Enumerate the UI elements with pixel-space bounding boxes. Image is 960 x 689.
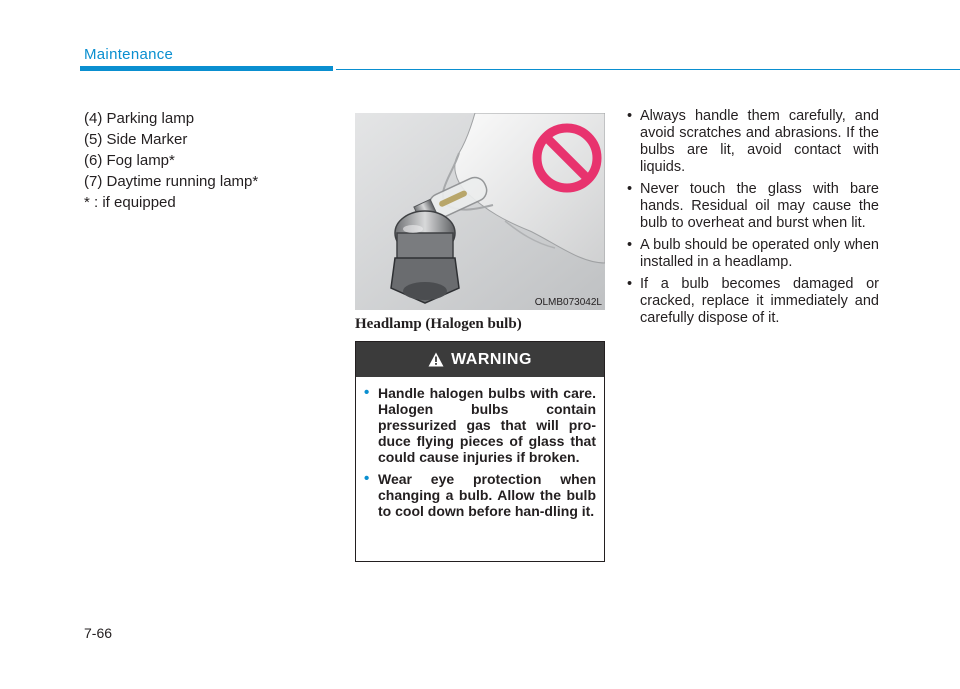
warning-item-text: Wear eye protection when changing a bulb. Allow the bulb to cool down before han-dling it. [378, 471, 596, 519]
list-item: (6) Fog lamp* [84, 152, 175, 169]
figure-code: OLMB073042L [534, 297, 602, 308]
warning-item [364, 385, 596, 465]
bullet-icon: • [364, 384, 370, 401]
section-heading: Headlamp (Halogen bulb) [355, 316, 522, 332]
warning-box [355, 341, 605, 562]
list-item: (4) Parking lamp [84, 110, 195, 127]
list-item [625, 108, 879, 176]
footnote: * : if equipped [84, 194, 176, 211]
list-item: (7) Daytime running lamp* [84, 173, 259, 190]
list-item-text: If a bulb becomes damaged or cracked, replace it immediately and carefully dispose of it. [640, 276, 879, 326]
list-item [625, 237, 879, 271]
warning-header [356, 342, 604, 377]
bullet-icon: • [627, 276, 633, 292]
list-item [625, 181, 879, 232]
header-rule-thick [80, 66, 333, 71]
warning-list [356, 377, 604, 519]
warning-title: WARNING [451, 350, 532, 368]
warning-item [364, 471, 596, 519]
bullet-icon: • [627, 108, 633, 124]
warning-triangle-icon [428, 352, 444, 367]
header-rule-thin [336, 69, 960, 70]
bulb-illustration [355, 113, 605, 310]
bullet-icon: • [627, 181, 633, 197]
warning-item-text: Handle halogen bulbs with care. Halogen bulbs contain pressurized gas that will pro-duce flying pieces of glass that could cause injuries if broken. [378, 385, 596, 465]
halogen-bulb-icon [355, 113, 605, 310]
list-item [625, 276, 879, 327]
bulb-handling-list [625, 108, 879, 332]
list-item-text: Always handle them carefully, and avoid scratches and abrasions. If the bulbs are lit, avoid contact with liquids. [640, 108, 879, 175]
bullet-icon: • [364, 470, 370, 487]
bullet-icon: • [627, 237, 633, 253]
lamp-list [84, 108, 334, 213]
list-item: (5) Side Marker [84, 131, 188, 148]
list-item-text: Never touch the glass with bare hands. Residual oil may cause the bulb to overheat and burst when lit. [640, 181, 879, 231]
list-item-text: A bulb should be operated only when installed in a headlamp. [640, 237, 879, 270]
section-title: Maintenance [84, 46, 174, 63]
page-number: 7-66 [84, 625, 113, 641]
